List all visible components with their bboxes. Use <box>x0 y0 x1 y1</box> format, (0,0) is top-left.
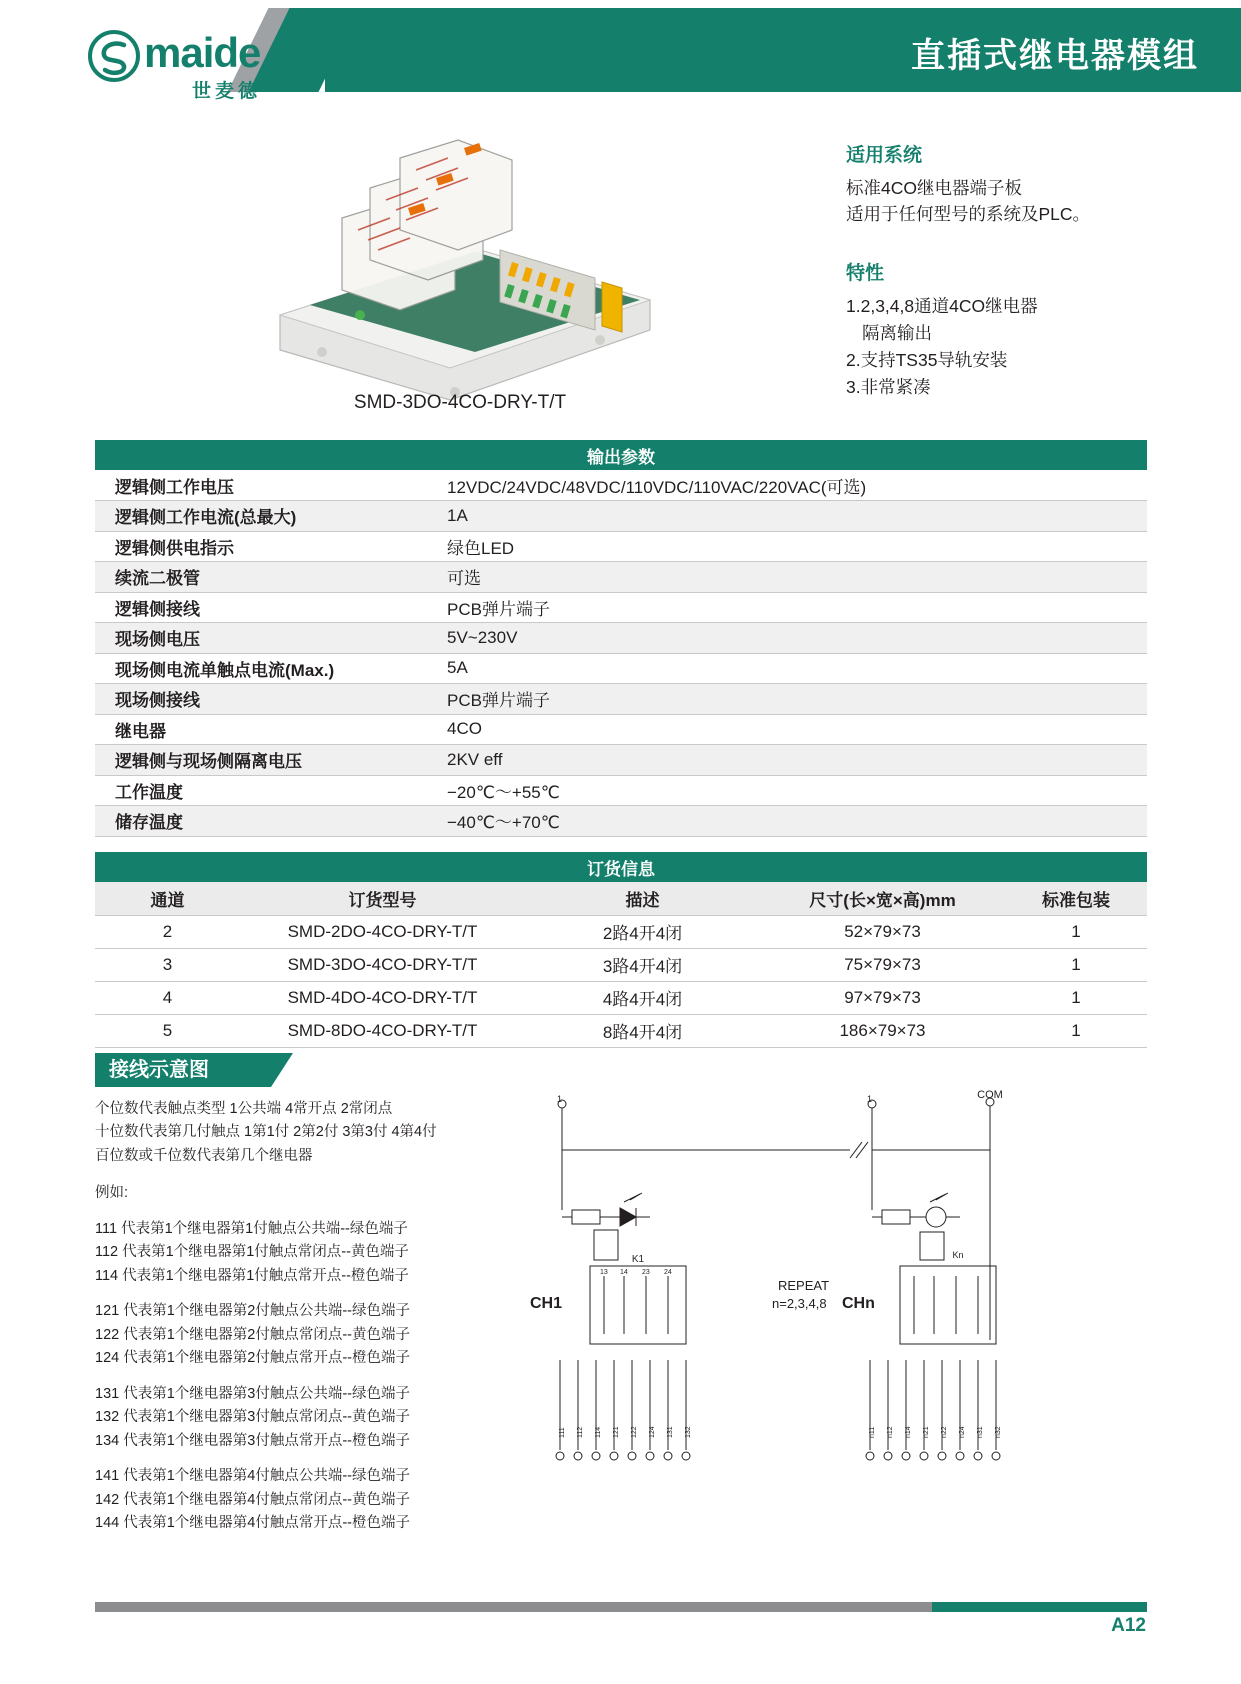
col-header-model: 订货型号 <box>240 882 525 915</box>
chn-label: CHn <box>842 1295 875 1312</box>
table-row <box>95 470 1147 501</box>
applicable-system-line2: 适用于任何型号的系统及PLC。 <box>846 204 1091 225</box>
table-row <box>95 531 1147 562</box>
svg-text:124: 124 <box>649 1426 656 1438</box>
svg-text:23: 23 <box>642 1269 650 1276</box>
table-row <box>95 948 1147 981</box>
legend-item: 131 代表第1个继电器第3付触点公共端--绿色端子 <box>95 1385 411 1402</box>
cell-channel: 4 <box>95 981 240 1014</box>
col-header-dimensions: 尺寸(长×宽×高)mm <box>760 882 1005 915</box>
footer-accent <box>932 1602 1147 1612</box>
cell-model: SMD-8DO-4CO-DRY-T/T <box>240 1014 525 1047</box>
legend-item: 112 代表第1个继电器第1付触点常闭点--黄色端子 <box>95 1244 409 1261</box>
cell-channel: 5 <box>95 1014 240 1047</box>
legend-header <box>95 1098 515 1168</box>
cell-package: 1 <box>1005 981 1147 1014</box>
order-table-title: 订货信息 <box>95 852 1147 882</box>
output-parameters-table <box>95 440 1147 837</box>
spec-key: 工作温度 <box>95 775 425 806</box>
table-row <box>95 915 1147 948</box>
logo-wordmark: maide <box>144 29 261 76</box>
svg-text:n11: n11 <box>869 1426 876 1438</box>
legend-item: 134 代表第1个继电器第3付触点常开点--橙色端子 <box>95 1432 411 1449</box>
cell-model: SMD-4DO-4CO-DRY-T/T <box>240 981 525 1014</box>
svg-text:131: 131 <box>667 1426 674 1438</box>
legend-item: 111 代表第1个继电器第1付触点公共端--绿色端子 <box>95 1220 408 1237</box>
svg-text:111: 111 <box>559 1427 566 1438</box>
col-header-description: 描述 <box>525 882 760 915</box>
table-row <box>95 981 1147 1014</box>
svg-text:122: 122 <box>631 1426 638 1438</box>
wiring-schematic-svg <box>520 1090 1160 1520</box>
legend-item: 144 代表第1个继电器第4付触点常开点--橙色端子 <box>95 1515 411 1532</box>
legend-group-3 <box>95 1383 515 1453</box>
spec-value: 2KV eff <box>425 745 1147 776</box>
com-label: COM <box>977 1090 1003 1101</box>
feature-item-1: 1.2,3,4,8通道4CO继电器 <box>846 295 1038 316</box>
table-row <box>95 592 1147 623</box>
repeat-line-1: REPEAT <box>778 1278 830 1293</box>
svg-text:n31: n31 <box>977 1426 984 1438</box>
svg-text:n12: n12 <box>887 1426 894 1438</box>
svg-text:1: 1 <box>556 1094 562 1104</box>
svg-text:1: 1 <box>866 1094 872 1104</box>
svg-text:n24: n24 <box>959 1426 966 1438</box>
cell-channel: 3 <box>95 948 240 981</box>
table-header-row <box>95 852 1147 882</box>
spec-key: 储存温度 <box>95 806 425 837</box>
repeat-line-2: n=2,3,4,8 <box>772 1296 827 1311</box>
legend-item: 132 代表第1个继电器第3付触点常闭点--黄色端子 <box>95 1409 411 1426</box>
cell-package: 1 <box>1005 1014 1147 1047</box>
ch1-label: CH1 <box>530 1295 563 1312</box>
logo-swirl-icon <box>88 30 140 82</box>
svg-text:n22: n22 <box>941 1426 948 1438</box>
ordering-information-table <box>95 852 1147 1048</box>
spec-value: 可选 <box>425 562 1147 593</box>
spec-table-title: 输出参数 <box>95 440 1147 470</box>
table-column-headers <box>95 882 1147 915</box>
svg-text:112: 112 <box>577 1426 584 1438</box>
features-list <box>846 293 1206 402</box>
spec-value: −40℃～+70℃ <box>425 806 1147 837</box>
spec-value: PCB弹片端子 <box>425 592 1147 623</box>
spec-value: 4CO <box>425 714 1147 745</box>
spec-key: 逻辑侧工作电流(总最大) <box>95 501 425 532</box>
svg-text:132: 132 <box>685 1426 692 1438</box>
cell-description: 3路4开4闭 <box>525 948 760 981</box>
feature-item-2: 2.支持TS35导轨安装 <box>846 349 1008 370</box>
legend-group-4 <box>95 1465 515 1535</box>
cell-description: 2路4开4闭 <box>525 915 760 948</box>
spec-value: −20℃～+55℃ <box>425 775 1147 806</box>
spec-value: 5A <box>425 653 1147 684</box>
table-row <box>95 745 1147 776</box>
wiring-schematic <box>520 1090 1160 1520</box>
svg-text:14: 14 <box>620 1269 628 1276</box>
spec-key: 现场侧电压 <box>95 623 425 654</box>
legend-item: 141 代表第1个继电器第4付触点公共端--绿色端子 <box>95 1468 411 1485</box>
spec-key: 逻辑侧工作电压 <box>95 470 425 501</box>
table-row <box>95 501 1147 532</box>
svg-text:Kn: Kn <box>952 1250 964 1260</box>
applicable-system-heading: 适用系统 <box>846 145 923 166</box>
product-info <box>846 140 1206 401</box>
company-logo <box>88 28 278 102</box>
product-caption: SMD-3DO-4CO-DRY-T/T <box>353 392 567 413</box>
page-title: 直插式继电器模组 <box>911 37 1199 75</box>
table-row <box>95 1014 1147 1047</box>
spec-key: 逻辑侧接线 <box>95 592 425 623</box>
cell-dimensions: 186×79×73 <box>760 1014 1005 1047</box>
table-row <box>95 775 1147 806</box>
relay-module-illustration <box>250 100 670 420</box>
table-row <box>95 623 1147 654</box>
spec-key: 续流二极管 <box>95 562 425 593</box>
wiring-legend <box>95 1098 515 1536</box>
legend-item: 114 代表第1个继电器第1付触点常开点--橙色端子 <box>95 1267 409 1284</box>
applicable-system-line1: 标准4CO继电器端子板 <box>846 178 1022 198</box>
cell-package: 1 <box>1005 948 1147 981</box>
spec-key: 逻辑侧供电指示 <box>95 531 425 562</box>
table-row <box>95 806 1147 837</box>
table-row <box>95 714 1147 745</box>
legend-example-label: 例如: <box>95 1185 129 1202</box>
cell-dimensions: 75×79×73 <box>760 948 1005 981</box>
spec-key: 现场侧接线 <box>95 684 425 715</box>
legend-item: 122 代表第1个继电器第2付触点常闭点--黄色端子 <box>95 1326 411 1343</box>
table-row <box>95 562 1147 593</box>
feature-item-1b: 隔离输出 <box>862 322 932 343</box>
legend-item: 124 代表第1个继电器第2付触点常开点--橙色端子 <box>95 1350 411 1367</box>
cell-model: SMD-3DO-4CO-DRY-T/T <box>240 948 525 981</box>
legend-item: 121 代表第1个继电器第2付触点公共端--绿色端子 <box>95 1303 411 1320</box>
spec-key: 逻辑侧与现场侧隔离电压 <box>95 745 425 776</box>
col-header-package: 标准包装 <box>1005 882 1147 915</box>
spec-key: 现场侧电流单触点电流(Max.) <box>95 653 425 684</box>
spec-value: 5V~230V <box>425 623 1147 654</box>
spec-value: 1A <box>425 501 1147 532</box>
svg-text:n21: n21 <box>923 1426 930 1438</box>
spec-value: PCB弹片端子 <box>425 684 1147 715</box>
wiring-section-tag: 接线示意图 <box>95 1053 271 1087</box>
legend-group-1 <box>95 1218 515 1288</box>
svg-text:114: 114 <box>595 1426 602 1438</box>
feature-item-3: 3.非常紧凑 <box>846 376 931 397</box>
features-heading: 特性 <box>846 262 885 284</box>
page-header <box>0 0 1241 100</box>
cell-description: 8路4开4闭 <box>525 1014 760 1047</box>
logo-subtext: 世麦德 <box>192 81 262 102</box>
cell-description: 4路4开4闭 <box>525 981 760 1014</box>
cell-channel: 2 <box>95 915 240 948</box>
cell-package: 1 <box>1005 915 1147 948</box>
legend-item: 142 代表第1个继电器第4付触点常闭点--黄色端子 <box>95 1491 411 1508</box>
cell-dimensions: 52×79×73 <box>760 915 1005 948</box>
spec-value: 绿色LED <box>425 531 1147 562</box>
legend-group-2 <box>95 1300 515 1370</box>
cell-dimensions: 97×79×73 <box>760 981 1005 1014</box>
svg-text:24: 24 <box>664 1269 672 1276</box>
legend-line-3: 百位数或千位数代表第几个继电器 <box>95 1147 313 1164</box>
spec-value: 12VDC/24VDC/48VDC/110VDC/110VAC/220VAC(可选) <box>425 470 1147 501</box>
col-header-channel: 通道 <box>95 882 240 915</box>
legend-line-2: 十位数代表第几付触点 1第1付 2第2付 3第3付 4第4付 <box>95 1124 437 1141</box>
table-header-row <box>95 440 1147 470</box>
product-photo <box>250 100 670 420</box>
cell-model: SMD-2DO-4CO-DRY-T/T <box>240 915 525 948</box>
svg-text:n32: n32 <box>995 1426 1002 1438</box>
page-number: A12 <box>1111 1615 1146 1636</box>
spec-key: 继电器 <box>95 714 425 745</box>
svg-text:K1: K1 <box>631 1254 645 1265</box>
table-row <box>95 684 1147 715</box>
legend-line-1: 个位数代表触点类型 1公共端 4常开点 2常闭点 <box>95 1101 393 1117</box>
svg-text:121: 121 <box>613 1426 620 1438</box>
svg-text:n14: n14 <box>905 1426 912 1438</box>
svg-text:13: 13 <box>600 1269 608 1276</box>
table-row <box>95 653 1147 684</box>
